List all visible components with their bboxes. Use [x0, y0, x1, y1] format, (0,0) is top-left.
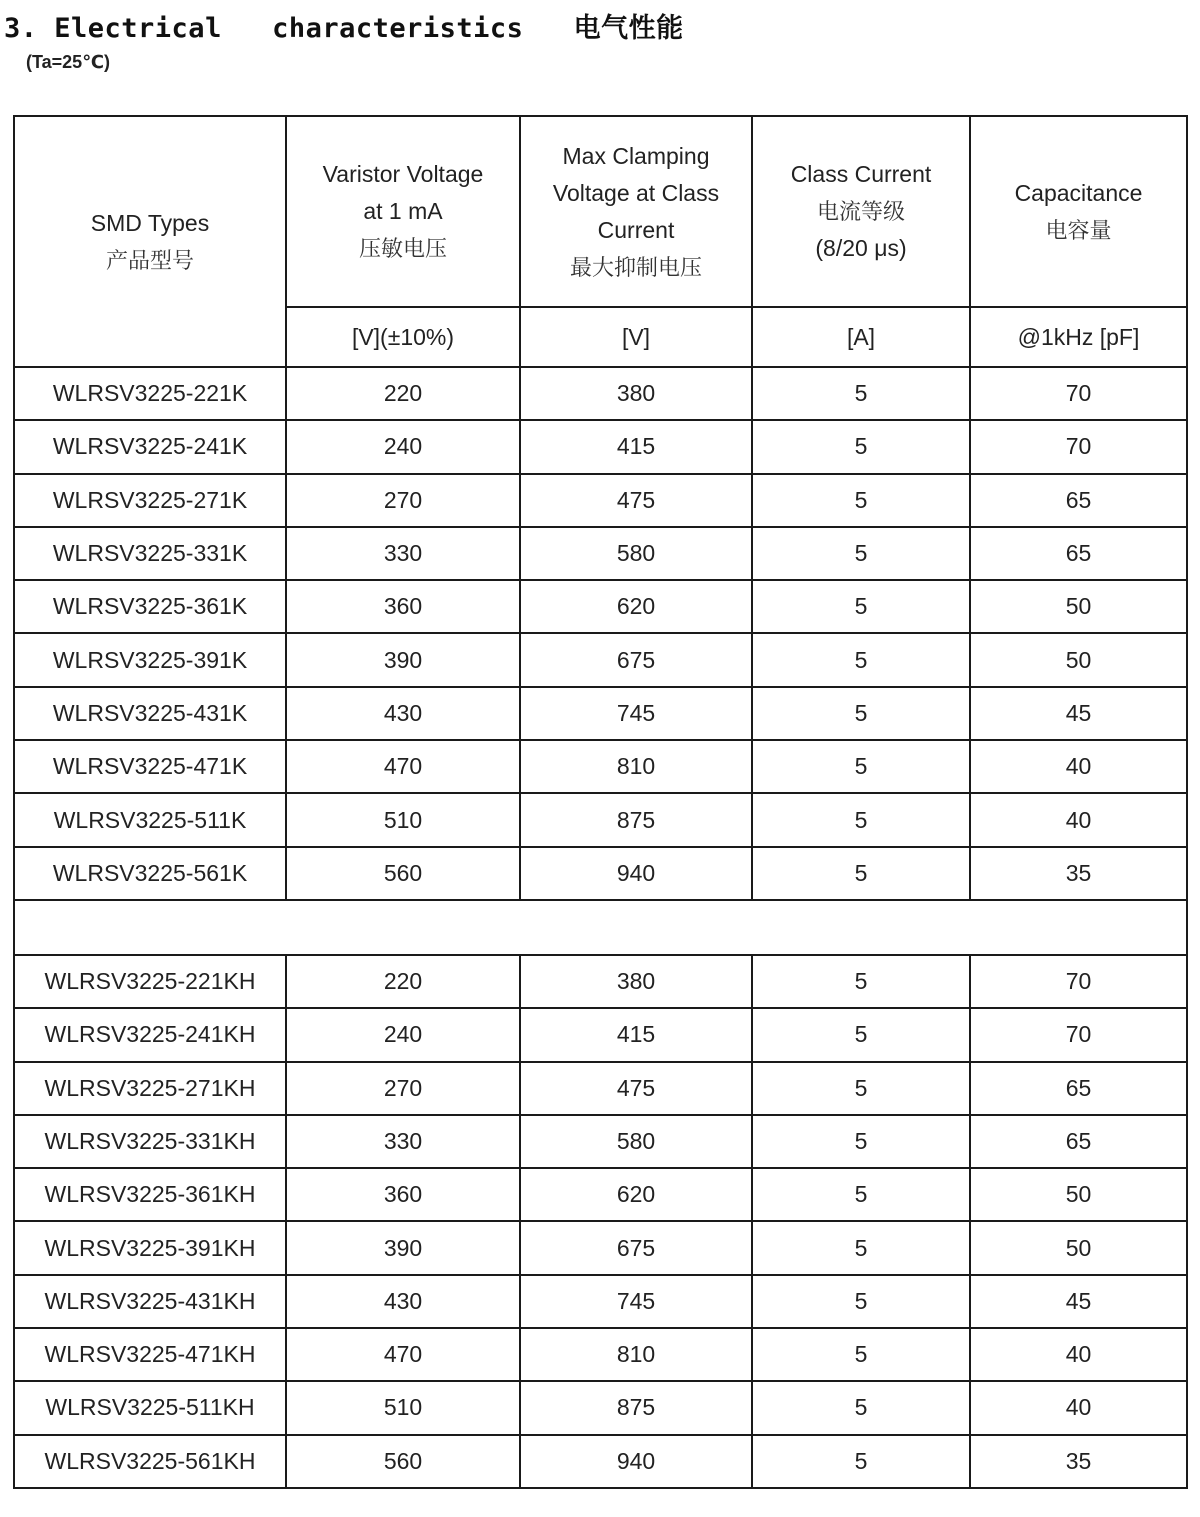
- header-smd-types: [14, 116, 286, 367]
- cell-class-current: 5: [752, 1008, 970, 1061]
- cell-capacitance: 50: [970, 1168, 1187, 1221]
- table-row: [14, 955, 1187, 1008]
- cell-clamping-voltage: 940: [520, 1435, 752, 1488]
- header-label-en: SMD Types: [90, 209, 210, 236]
- header-label-en: Current: [597, 216, 675, 243]
- cell-clamping-voltage: 675: [520, 1221, 752, 1274]
- cell-clamping-voltage: 475: [520, 474, 752, 527]
- cell-part-number: WLRSV3225-221KH: [14, 955, 286, 1008]
- cell-varistor-voltage: 270: [286, 1062, 520, 1115]
- cell-capacitance: 70: [970, 1008, 1187, 1061]
- cell-class-current: 5: [752, 847, 970, 900]
- table-row: [14, 847, 1187, 900]
- cell-clamping-voltage: 675: [520, 633, 752, 686]
- cell-part-number: WLRSV3225-331K: [14, 527, 286, 580]
- cell-clamping-voltage: 380: [520, 367, 752, 420]
- table-row: [14, 367, 1187, 420]
- temperature-condition: (Ta=25℃): [26, 52, 110, 72]
- cell-capacitance: 65: [970, 1115, 1187, 1168]
- header-label-en: Varistor Voltage: [322, 161, 484, 187]
- cell-part-number: WLRSV3225-241KH: [14, 1008, 286, 1061]
- cell-part-number: WLRSV3225-471K: [14, 740, 286, 793]
- table-row: [14, 1381, 1187, 1434]
- cell-class-current: 5: [752, 420, 970, 473]
- cell-class-current: 5: [752, 1328, 970, 1381]
- section-title: 3. Electrical characteristics 电气性能: [4, 13, 684, 44]
- cell-capacitance: 65: [970, 1062, 1187, 1115]
- cell-capacitance: 50: [970, 1221, 1187, 1274]
- table-row: [14, 1062, 1187, 1115]
- table-row: [14, 687, 1187, 740]
- cell-varistor-voltage: 390: [286, 1221, 520, 1274]
- cell-capacitance: 40: [970, 793, 1187, 846]
- cell-class-current: 5: [752, 687, 970, 740]
- cell-varistor-voltage: 430: [286, 687, 520, 740]
- table-row: [14, 1328, 1187, 1381]
- separator-cell: [14, 900, 1187, 955]
- cell-capacitance: 40: [970, 1381, 1187, 1434]
- cell-part-number: WLRSV3225-561KH: [14, 1435, 286, 1488]
- table-row: [14, 420, 1187, 473]
- separator-row: [14, 900, 1187, 955]
- header-label-zh: 电流等级: [816, 199, 905, 224]
- cell-varistor-voltage: 330: [286, 1115, 520, 1168]
- header-label-zh: 最大抑制电压: [569, 254, 702, 280]
- cell-capacitance: 50: [970, 580, 1187, 633]
- cell-clamping-voltage: 620: [520, 1168, 752, 1221]
- cell-capacitance: 65: [970, 527, 1187, 580]
- cell-capacitance: 50: [970, 633, 1187, 686]
- cell-capacitance: 40: [970, 740, 1187, 793]
- cell-class-current: 5: [752, 1168, 970, 1221]
- cell-class-current: 5: [752, 580, 970, 633]
- cell-varistor-voltage: 220: [286, 367, 520, 420]
- header-capacitance: [970, 116, 1187, 307]
- cell-part-number: WLRSV3225-271KH: [14, 1062, 286, 1115]
- cell-clamping-voltage: 380: [520, 955, 752, 1008]
- cell-clamping-voltage: 580: [520, 1115, 752, 1168]
- table-row: [14, 1221, 1187, 1274]
- cell-class-current: 5: [752, 1381, 970, 1434]
- header-class-current: [752, 116, 970, 307]
- cell-class-current: 5: [752, 955, 970, 1008]
- cell-part-number: WLRSV3225-431KH: [14, 1275, 286, 1328]
- cell-varistor-voltage: 510: [286, 1381, 520, 1434]
- cell-class-current: 5: [752, 367, 970, 420]
- cell-part-number: WLRSV3225-221K: [14, 367, 286, 420]
- cell-capacitance: 35: [970, 1435, 1187, 1488]
- cell-capacitance: 70: [970, 420, 1187, 473]
- header-max-clamping-voltage: [520, 116, 752, 307]
- unit-clamping-voltage: [V]: [520, 307, 752, 367]
- cell-part-number: WLRSV3225-511KH: [14, 1381, 286, 1434]
- table-row: [14, 474, 1187, 527]
- cell-part-number: WLRSV3225-511K: [14, 793, 286, 846]
- header-label-en: (8/20 μs): [815, 235, 907, 261]
- header-label-en: Voltage at Class: [552, 179, 720, 206]
- cell-class-current: 5: [752, 633, 970, 686]
- cell-clamping-voltage: 940: [520, 847, 752, 900]
- cell-varistor-voltage: 360: [286, 580, 520, 633]
- cell-part-number: WLRSV3225-331KH: [14, 1115, 286, 1168]
- cell-varistor-voltage: 390: [286, 633, 520, 686]
- cell-capacitance: 35: [970, 847, 1187, 900]
- cell-clamping-voltage: 875: [520, 1381, 752, 1434]
- cell-class-current: 5: [752, 474, 970, 527]
- cell-part-number: WLRSV3225-391KH: [14, 1221, 286, 1274]
- cell-clamping-voltage: 745: [520, 1275, 752, 1328]
- cell-part-number: WLRSV3225-431K: [14, 687, 286, 740]
- cell-class-current: 5: [752, 1275, 970, 1328]
- cell-varistor-voltage: 560: [286, 847, 520, 900]
- cell-varistor-voltage: 510: [286, 793, 520, 846]
- cell-part-number: WLRSV3225-361KH: [14, 1168, 286, 1221]
- table-row: [14, 1008, 1187, 1061]
- cell-varistor-voltage: 430: [286, 1275, 520, 1328]
- cell-varistor-voltage: 560: [286, 1435, 520, 1488]
- table-row: [14, 793, 1187, 846]
- header-label-zh: 产品型号: [105, 247, 194, 273]
- unit-capacitance: @1kHz [pF]: [970, 307, 1187, 367]
- table-row: [14, 740, 1187, 793]
- cell-class-current: 5: [752, 1435, 970, 1488]
- cell-part-number: WLRSV3225-241K: [14, 420, 286, 473]
- header-varistor-voltage: [286, 116, 520, 307]
- header-label-zh: 电容量: [1045, 217, 1112, 243]
- cell-capacitance: 45: [970, 687, 1187, 740]
- cell-clamping-voltage: 745: [520, 687, 752, 740]
- electrical-characteristics-table: [13, 115, 1188, 1489]
- cell-clamping-voltage: 580: [520, 527, 752, 580]
- cell-class-current: 5: [752, 1115, 970, 1168]
- cell-capacitance: 70: [970, 367, 1187, 420]
- table-row: [14, 633, 1187, 686]
- table-row: [14, 1275, 1187, 1328]
- cell-clamping-voltage: 415: [520, 420, 752, 473]
- unit-class-current: [A]: [752, 307, 970, 367]
- cell-part-number: WLRSV3225-471KH: [14, 1328, 286, 1381]
- header-label-en: Max Clamping: [562, 142, 710, 169]
- cell-varistor-voltage: 220: [286, 955, 520, 1008]
- cell-clamping-voltage: 475: [520, 1062, 752, 1115]
- cell-class-current: 5: [752, 1062, 970, 1115]
- header-label-en: Class Current: [790, 161, 932, 187]
- cell-varistor-voltage: 270: [286, 474, 520, 527]
- cell-part-number: WLRSV3225-391K: [14, 633, 286, 686]
- cell-clamping-voltage: 620: [520, 580, 752, 633]
- cell-part-number: WLRSV3225-361K: [14, 580, 286, 633]
- cell-varistor-voltage: 240: [286, 420, 520, 473]
- cell-class-current: 5: [752, 740, 970, 793]
- cell-varistor-voltage: 470: [286, 740, 520, 793]
- cell-class-current: 5: [752, 793, 970, 846]
- table-row: [14, 1435, 1187, 1488]
- cell-capacitance: 65: [970, 474, 1187, 527]
- cell-clamping-voltage: 810: [520, 740, 752, 793]
- cell-clamping-voltage: 810: [520, 1328, 752, 1381]
- header-label-en: Capacitance: [1014, 179, 1143, 206]
- cell-varistor-voltage: 330: [286, 527, 520, 580]
- table-row: [14, 527, 1187, 580]
- cell-clamping-voltage: 875: [520, 793, 752, 846]
- table-row: [14, 1168, 1187, 1221]
- cell-capacitance: 45: [970, 1275, 1187, 1328]
- cell-varistor-voltage: 470: [286, 1328, 520, 1381]
- cell-clamping-voltage: 415: [520, 1008, 752, 1061]
- cell-varistor-voltage: 360: [286, 1168, 520, 1221]
- table-row: [14, 580, 1187, 633]
- cell-capacitance: 40: [970, 1328, 1187, 1381]
- cell-class-current: 5: [752, 1221, 970, 1274]
- cell-part-number: WLRSV3225-271K: [14, 474, 286, 527]
- cell-capacitance: 70: [970, 955, 1187, 1008]
- cell-varistor-voltage: 240: [286, 1008, 520, 1061]
- header-label-zh: 压敏电压: [358, 236, 447, 261]
- cell-part-number: WLRSV3225-561K: [14, 847, 286, 900]
- cell-class-current: 5: [752, 527, 970, 580]
- header-row: [14, 116, 1187, 307]
- header-label-en: at 1 mA: [363, 198, 443, 224]
- unit-varistor-voltage: [V](±10%): [286, 307, 520, 367]
- table-row: [14, 1115, 1187, 1168]
